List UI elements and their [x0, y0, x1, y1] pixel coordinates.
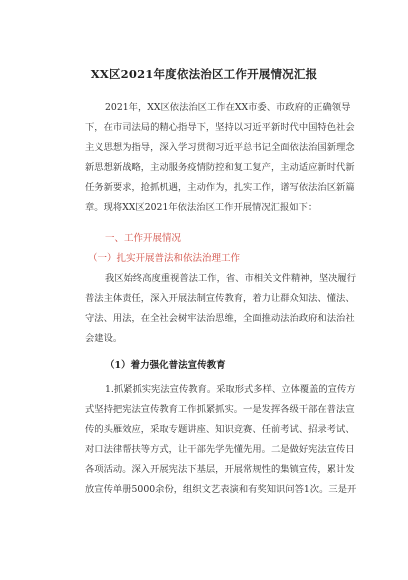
- document-title: XX区2021年度依法治区工作开展情况汇报: [90, 67, 318, 81]
- body-line: 对口法律帮扶等方式，让干部先学先懂先用。二是做好宪法宣传日: [85, 444, 355, 455]
- body-line: 式坚持把宪法宣传教育工作抓紧抓实。一是发挥各级干部在普法宣: [85, 404, 355, 415]
- intro-line: 主义思想为指导，深入学习贯彻习近平总书记全面依法治国新理念: [85, 142, 355, 153]
- body-line: 普法主体责任，深入开展法制宣传教育，着力让群众知法、懂法、: [85, 293, 355, 304]
- body-line: 1.抓紧抓实宪法宣传教育。采取形式多样、立体覆盖的宣传方: [105, 384, 356, 395]
- body-line: 会建设。: [85, 333, 123, 344]
- body-line: 传的头雁效应，采取专题讲座、知识竞赛、任前考试、招录考试、: [85, 424, 355, 435]
- intro-line: 2021年，XX区依法治区工作在XX市委、市政府的正确领导: [105, 102, 351, 113]
- intro-line: 任务新要求，抢抓机遇，主动作为，扎实工作，谱写依法治区新篇: [85, 182, 355, 193]
- body-line: 我区始终高度重视普法工作，省、市相关文件精神，坚决履行: [105, 273, 357, 284]
- body-line: 守法、用法，在全社会树牢法治思维，全面推动法治政府和法治社: [85, 313, 355, 324]
- intro-line: 新思想新战略，主动服务疫情防控和复工复产，主动适应新时代新: [85, 162, 355, 173]
- intro-line: 章。现将XX区2021年依法治区工作开展情况汇报如下：: [85, 202, 318, 213]
- body-line: 放宣传单册5000余份，组织文艺表演和有奖知识问答1次。三是开: [85, 484, 357, 495]
- point-heading: （1）着力强化普法宣传教育: [105, 360, 226, 371]
- body-line: 各项活动。深入开展宪法下基层，开展常规性的集镇宣传，累计发: [85, 464, 355, 475]
- section-heading: 一、工作开展情况: [105, 233, 182, 244]
- intro-line: 下，在市司法局的精心指导下，坚持以习近平新时代中国特色社会: [85, 122, 355, 133]
- subsection-heading: （一）扎实开展普法和依法治理工作: [88, 253, 241, 264]
